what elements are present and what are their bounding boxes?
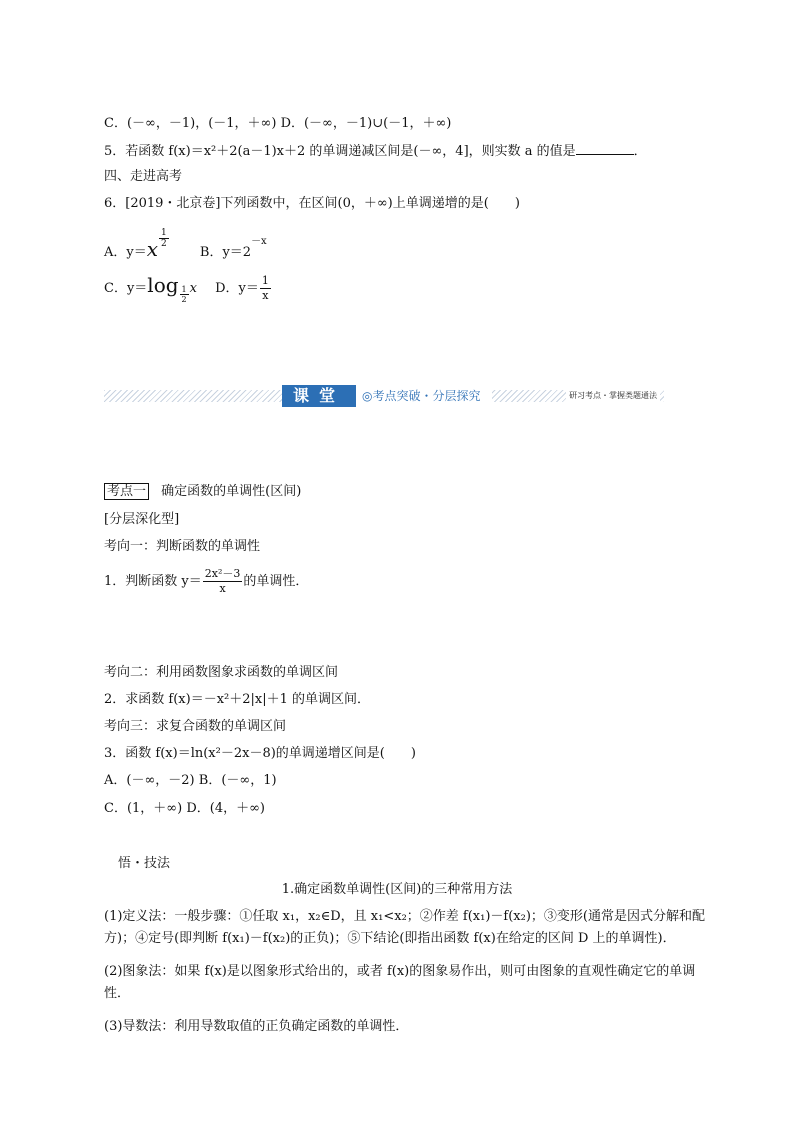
topic-type: [分层深化型]: [104, 512, 180, 527]
option-a-exponent: [159, 228, 169, 249]
section-heading-gaokao: 四、走进高考: [104, 169, 183, 184]
direction-2: 考向二：利用函数图象求函数的单调区间: [104, 665, 339, 680]
option-b-exponent: －x: [251, 236, 267, 247]
method-definition: (1)定义法：一般步骤：①任取 x₁，x₂∈D，且 x₁<x₂；②作差 f(x₁)－f(x₂)；③变形(通常是因式分解和配方)；④定号(即判断 f(x₁)－f(x₂)的正负)；⑤下结论(即指出函数 f(x)在给定的区间 D 上的单调性)．: [104, 909, 705, 946]
option-c-base-den: 2: [181, 295, 187, 304]
question-1-end: 的单调性．: [243, 574, 309, 589]
method-heading: 1.确定函数单调性(区间)的三种常用方法: [281, 882, 513, 897]
method-graph: (2)图象法：如果 f(x)是以图象形式给出的，或者 f(x)的图象易作出，则可由图象的直观性确定它的单调性．: [104, 964, 696, 1001]
question-1-fraction: [203, 567, 243, 596]
option-d-fraction: [260, 274, 271, 303]
question-1-num: 2x²－3: [204, 567, 241, 580]
method-derivative: (3)导数法：利用导数取值的正负确定函数的单调性．: [104, 1019, 409, 1034]
option-a-exp-num: 1: [161, 228, 167, 238]
question-6-options-ab: [104, 228, 267, 267]
direction-3: 考向三：求复合函数的单调区间: [104, 719, 287, 734]
option-c-log-base: [180, 285, 189, 304]
section-banner: [104, 384, 664, 408]
question-5-text: 5．若函数 f(x)＝x²＋2(a－1)x＋2 的单调递减区间是(－∞，4]，则实数 a 的值是: [104, 144, 576, 159]
option-a-base: x: [146, 237, 159, 261]
option-c-base-num: 1: [181, 285, 187, 294]
question-5: [104, 142, 647, 161]
option-d-num: 1: [261, 274, 269, 287]
question-1: [104, 565, 308, 599]
question-3: 3．函数 f(x)＝ln(x²－2x－8)的单调递增区间是( ): [104, 746, 416, 761]
question-5-end: ．: [633, 144, 647, 159]
option-a-exp-den: 2: [161, 239, 167, 249]
option-b-label: B．y＝2: [199, 245, 252, 260]
question-6-options-cd: [104, 270, 272, 304]
question-6: 6．[2019・北京卷]下列函数中，在区间(0，＋∞)上单调递增的是( ): [104, 196, 520, 211]
question-1-text: 1．判断函数 y＝: [104, 574, 202, 589]
question-3-options-ab: A．(－∞，－2) B．(－∞，1): [104, 773, 277, 788]
question-3-options-cd: C．(1，＋∞) D．(4，＋∞): [104, 801, 265, 816]
question-2: 2．求函数 f(x)＝－x²＋2|x|＋1 的单调区间．: [104, 692, 370, 707]
banner-right-caption: 研习考点・掌握类题通法: [566, 385, 660, 407]
option-d-den: x: [262, 289, 269, 302]
option-d-label: D．y＝: [215, 281, 259, 296]
topic-heading: [104, 483, 301, 501]
option-a-label: A．y＝: [104, 245, 147, 260]
topic-title: 确定函数的单调性(区间): [161, 484, 302, 499]
banner-tag: 课堂: [282, 385, 356, 407]
banner-subtitle: ◎考点突破・分层探究: [356, 385, 492, 407]
direction-1: 考向一：判断函数的单调性: [104, 539, 261, 554]
option-c-log: log: [147, 273, 179, 297]
method-label: 悟・技法: [118, 856, 171, 871]
option-c-label: C．y＝: [104, 281, 148, 296]
option-line-cd: C．(－∞，－1)，(－1，＋∞) D．(－∞，－1)∪(－1，＋∞): [104, 116, 452, 131]
answer-blank[interactable]: [576, 142, 634, 155]
option-c-var: x: [189, 281, 197, 296]
question-1-den: x: [219, 582, 226, 595]
topic-badge: 考点一: [104, 483, 149, 500]
